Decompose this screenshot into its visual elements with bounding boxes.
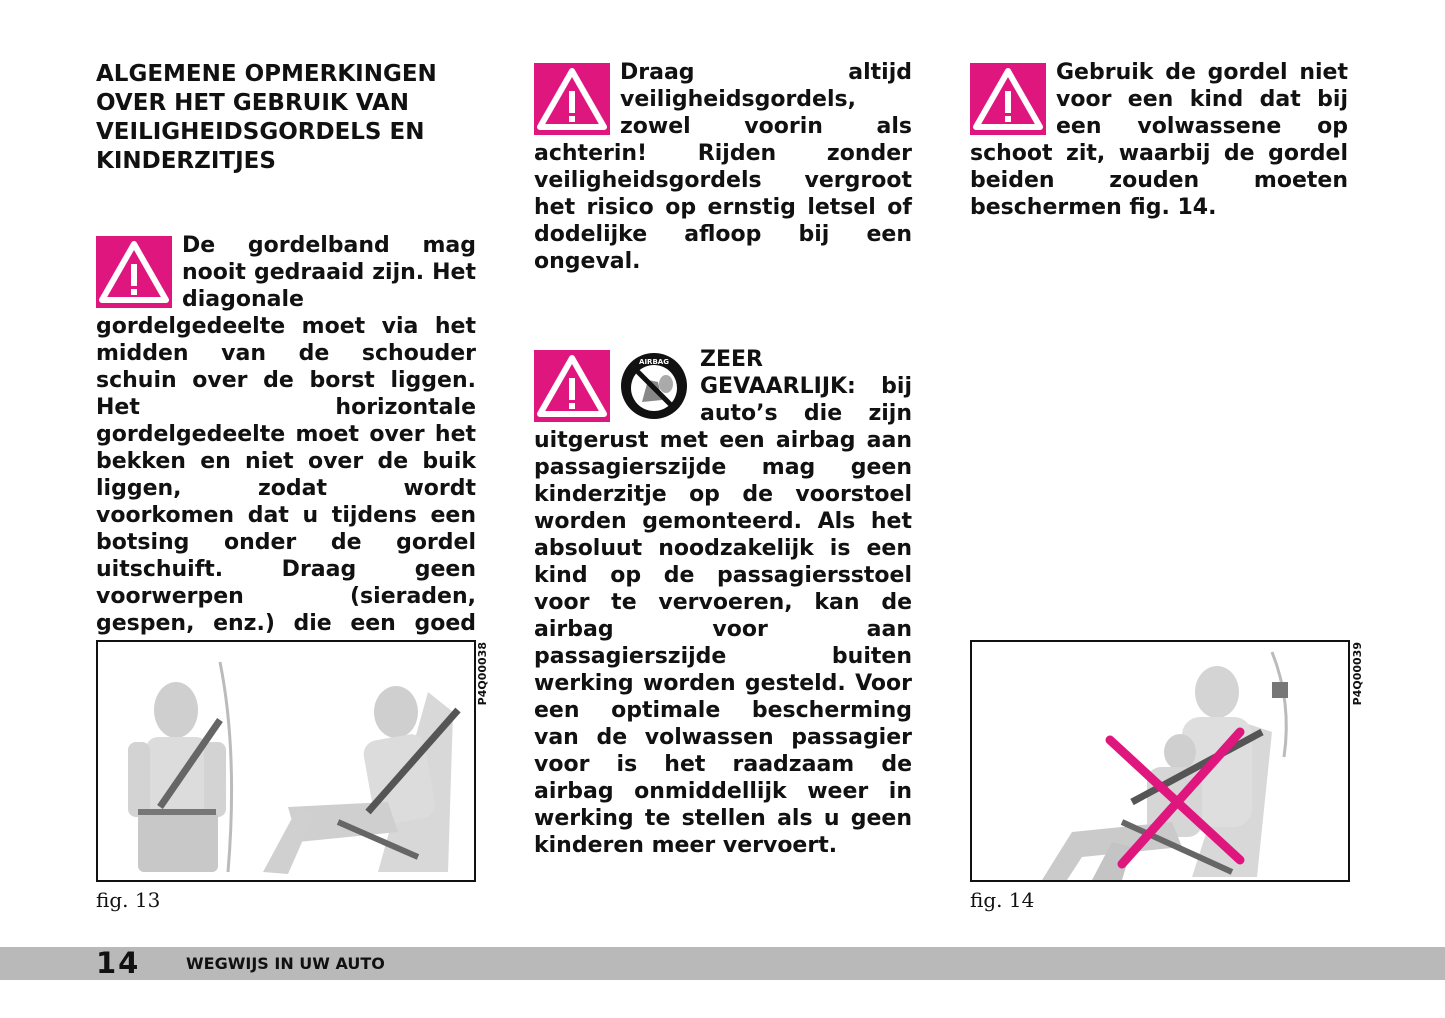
warning-text: De gordelband mag nooit gedraaid zijn. Het diagonale gordelgedeelte moet via het midden van de schouder schuin over de borst liggen. Het horizontale gordelgedeelte moet over het bekken en niet over de buik liggen, zodat wordt voorkomen dat u tijdens een botsing onder de gordel uitschuift. Draag geen voorwerpen (sieraden, gespen, enz.) die een goed — [96, 233, 476, 636]
section-title: WEGWIJS IN UW AUTO — [186, 954, 385, 973]
warning-triangle-icon — [534, 63, 610, 135]
figure-13 — [96, 640, 476, 882]
page-number: 14 — [96, 946, 141, 980]
figure-14-caption: fig. 14 — [970, 888, 1035, 912]
warning-triangle-icon — [970, 63, 1046, 135]
airbag-prohibition-icon — [618, 350, 690, 422]
figure-13-code: P4Q00038 — [476, 642, 489, 706]
warning-text: Gebruik de gordel niet voor een kind dat bij een volwassene op schoot zit, waarbij de gordel beiden zouden moeten beschermen fig. 14. — [970, 60, 1348, 220]
warning-text: bij auto’s die zijn uitgerust met een airbag aan passagierszijde mag geen kinderzitje op de voorstoel worden gemonteerd. Als het absoluut noodzakelijk is een kind op de passagiersstoel voor te vervoeren, kan de airbag voor aan passagierszijde buiten werking worden gesteld. Voor een optimale bescherming van de volwassen passagier voor is het raadzaam de airbag onmiddellijk weer in werking te stellen als u geen kinderen meer vervoert. — [534, 374, 912, 858]
child-on-lap-illustration — [972, 642, 1348, 880]
seated-passengers-illustration — [98, 642, 474, 880]
figure-14 — [970, 640, 1350, 882]
warning-block-kind-op-schoot — [970, 59, 1348, 221]
warning-block-altijd-gordels — [534, 59, 912, 275]
warning-lead: ZEER GEVAARLIJK: — [700, 347, 856, 399]
section-heading: ALGEMENE OPMERKINGEN OVER HET GEBRUIK VAN VEILIGHEIDSGORDELS EN KINDERZITJES — [96, 61, 437, 174]
warning-text: Draag altijd veiligheidsgordels, zowel voorin als achterin! Rijden zonder veiligheidsgordels vergroot het risico op ernstig letsel of dodelijke afloop bij een ongeval. — [534, 60, 912, 274]
warning-triangle-icon — [534, 350, 610, 422]
figure-13-caption: fig. 13 — [96, 888, 161, 912]
airbag-icon-label: AIRBAG — [639, 358, 669, 366]
figure-14-code: P4Q00039 — [1351, 642, 1364, 706]
warning-block-airbag — [534, 346, 912, 859]
warning-triangle-icon — [96, 236, 172, 308]
